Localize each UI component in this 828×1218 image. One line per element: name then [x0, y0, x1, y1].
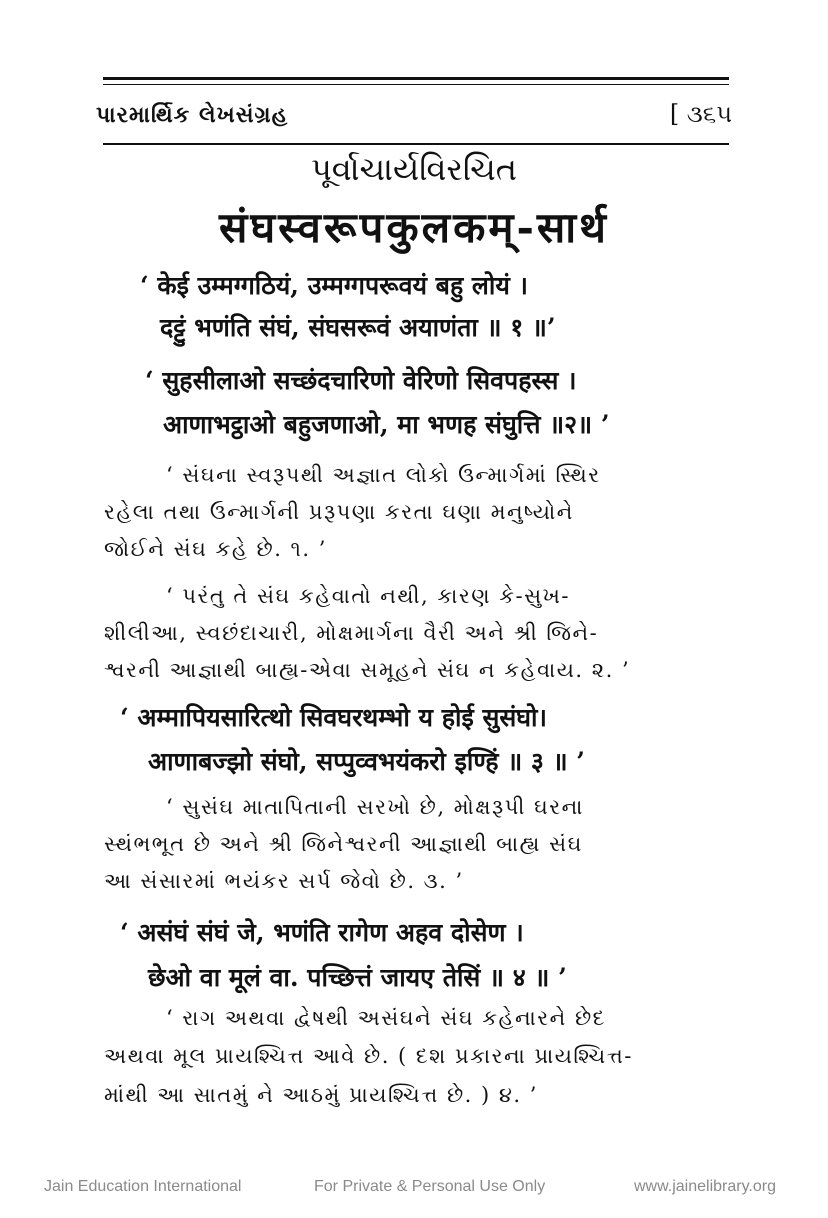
commentary-1-line-3: જોઈને સંઘ કહે છે. ૧. ’	[104, 537, 327, 561]
page-number: [ ૩૬૫	[669, 100, 732, 128]
verse-4-line-2: छेओ वा मूलं वा. पच्छित्तं जायए तेसिं ॥ ४ ॥ ’	[148, 963, 567, 992]
commentary-2-line-1: ‘ પરંતુ તે સંઘ કહેવાતો નથી, કારણ કે-સુખ-	[166, 584, 570, 608]
verse-1-line-2: दट्टुं भणंति संघं, संघसरूवं अयाणंता ॥ १ ॥’	[160, 313, 556, 342]
commentary-3-line-2: સ્થંભભૂત છે અને શ્રી જિનેશ્વરની આજ્ઞાથી બાહ્ય સંઘ	[104, 832, 583, 856]
page-title: संघस्वरूपकुलकम्-सार्थ	[218, 203, 610, 252]
commentary-3-line-3: આ સંસારમાં ભયંકર સર્પ જેવો છે. ૩. ’	[104, 869, 464, 893]
footer-source: Jain Education International	[44, 1178, 242, 1195]
commentary-2-line-3: શ્વરની આજ્ઞાથી બાહ્ય-એવા સમૂહને સંઘ ન કહેવાય. ૨. ’	[104, 658, 631, 682]
commentary-4-line-2: અથવા મૂલ પ્રાયશ્ચિત્ત આવે છે. ( દશ પ્રકારના પ્રાયશ્ચિત્ત-	[104, 1044, 633, 1068]
footer-website-link[interactable]: www.jainelibrary.org	[634, 1178, 776, 1195]
verse-2-line-2: आणाभट्ठाओ बहुजणाओ, मा भणह संघुत्ति ॥२॥ ’	[163, 410, 610, 439]
verse-1-line-1: ‘ केई उम्मग्गठियं, उम्मग्गपरूवयं बहु लोयं ।	[140, 271, 529, 300]
footer-usage-note: For Private & Personal Use Only	[314, 1178, 546, 1195]
subtitle: પૂર્વાચાર્યવિરચિત	[311, 150, 517, 188]
top-double-rule-thin	[103, 84, 729, 85]
verse-3-line-1: ‘ अम्मापियसारित्थो सिवघरथम्भो य होई सुसंघो।	[120, 703, 547, 732]
commentary-3-line-1: ‘ સુસંઘ માતાપિતાની સરખો છે, મોક્ષરૂપી ઘરના	[166, 795, 584, 819]
header-rule	[103, 143, 729, 145]
commentary-1-line-1: ‘ સંઘના સ્વરૂપથી અજ્ઞાત લોકો ઉન્માર્ગમાં સ્થિર	[166, 463, 601, 487]
verse-2-line-1: ‘ सुहसीलाओ सच्छंदचारिणो वेरिणो सिवपहस्स ।	[145, 366, 577, 395]
running-title: પારમાર્થિક લેખસંગ્રહ	[96, 102, 289, 128]
top-double-rule-thick	[103, 77, 729, 80]
verse-3-line-2: आणाबज्झो संघो, सप्पुव्वभयंकरो इण्हिं ॥ ३ ॥ ’	[148, 747, 585, 776]
commentary-1-line-2: રહેલા તથા ઉન્માર્ગની પ્રરૂપણા કરતા ઘણા મનુષ્યોને	[104, 500, 574, 524]
commentary-4-line-1: ‘ રાગ અથવા દ્વેષથી અસંઘને સંઘ કહેનારને છેદ	[166, 1006, 606, 1030]
commentary-2-line-2: શીલીઆ, સ્વછંદાચારી, મોક્ષમાર્ગના વૈરી અને શ્રી જિને-	[104, 621, 599, 645]
verse-4-line-1: ‘ असंघं संघं जे, भणंति रागेण अहव दोसेण ।	[120, 918, 524, 947]
commentary-4-line-3: માંથી આ સાતમું ને આઠમું પ્રાયશ્ચિત્ત છે. ) ૪. ’	[104, 1083, 538, 1107]
